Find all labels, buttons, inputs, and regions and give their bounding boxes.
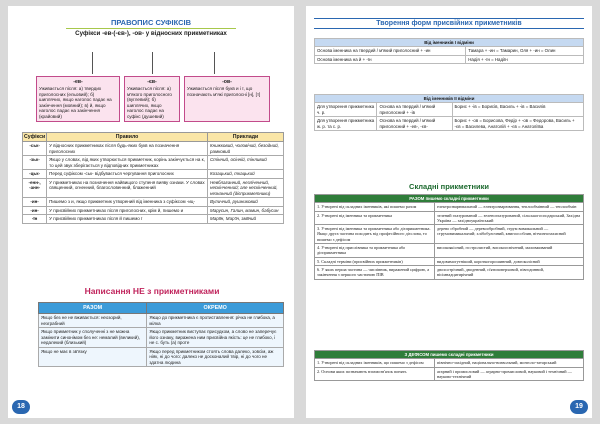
arrow-line (214, 52, 215, 74)
suffix-box-yev (124, 76, 180, 122)
right-page (306, 6, 592, 418)
table-row (23, 215, 284, 224)
table-row (39, 328, 284, 348)
gender-cell: Для утворення прикметника ч. р. (315, 103, 377, 117)
suffix-cell: -енн-, -анн- (23, 178, 47, 198)
together-cell: Якщо не має в зв'язку (39, 347, 147, 367)
rule-cell: 2. Основи яких позначають взаємозв'язок понять (315, 367, 435, 381)
rule-cell: 6. У яких перша частина — числівник, виражений цифрою, а закінчення з першого частиною ПІВ (315, 265, 435, 279)
rule-cell: Основа на твердий / м'який приголосний + -ів (377, 103, 452, 117)
table-row (315, 203, 584, 211)
table-row (315, 225, 584, 244)
example-cell: високоякісний, гостролистий, високоосвічений, маловживаний (435, 244, 584, 258)
box-text: Уживається після букв и і ї, що позначають м'які приголосні [н], [т] (187, 86, 261, 97)
example-cell: видовимогутніший, короткогорошинний, довгоколісний (435, 257, 584, 265)
example-cell: Надія + -їн = Надіїн (466, 55, 584, 63)
rule-cell: Пишемо з и, якщо прикметник утворений від іменника з суфіксом -иц- (47, 198, 208, 207)
suffix-rules-table (22, 132, 284, 224)
gender-cell: Для утворення прикметника ж. р. та с. р. (315, 117, 377, 131)
table-row (23, 170, 284, 179)
table-row (315, 47, 584, 55)
table-row (39, 314, 284, 328)
col-header-separate: ОКРЕМО (147, 303, 284, 314)
rule-cell: У відносних прикметниках після будь-яких букв на позначення приголосних (47, 142, 208, 156)
example-cell: електрозварювальний — електрозварювання, теплообмінний — теплообмін (435, 203, 584, 211)
table-row (23, 198, 284, 207)
box-text: Уживається після: а) твердих приголосних (ельовий); б) шиплячих, якщо наголос падає на закінчення (мовний); в) й, якщо наголос падає на закінчення (крайовий) (39, 86, 112, 119)
possessive-table-1 (314, 38, 584, 64)
possessive-table-2 (314, 94, 584, 131)
example-cell: агарний і промисловий — аграрно-промисловий, науковий і технічний — науково-технічний (435, 367, 584, 381)
rule-cell: 3. Утворені від іменника та прикметника або дієприкметника. Якщо друга частина походить від професійного дієслова, то пишемо з дефісом (315, 225, 435, 244)
rule-cell: 5. Складні терміни (присвійних прикметників) (315, 257, 435, 265)
rule-cell: Якщо у словах, від яких утворюється прикметник, корінь закінчується на к, то цей звук зберігається у відповідних прикметниках (47, 156, 208, 170)
separate-cell: Якщо прикметник виступає присудком, а слово не заперечує його ознаку, виражена ним присвійна якість: це не глибоко, і не с. буть (а) проте (147, 328, 284, 348)
example-cell: Невблаганний, незліченний, нескінченний; але нескінченний, незнанний (дієприкметники) (208, 178, 284, 198)
page-number: 18 (12, 400, 30, 414)
example-cell: північно-західний, національно-визвольний, монголо-татарський (435, 359, 584, 367)
table-row (315, 257, 584, 265)
ne-rules-table (38, 302, 284, 367)
rule-cell: 4. Утворені від прислівника та прикметника або дієприкметника (315, 244, 435, 258)
suffix-cell: -цьк- (23, 170, 47, 179)
col-header: Суфікси (24, 134, 46, 140)
section-band: З ДЕФІСОМ пишемо складні прикметники (315, 351, 584, 359)
example-cell: Борис + -ів = Борисів, Василь + -ів = Василів (452, 103, 583, 117)
together-cell: Якщо прикметник у сполученні з не можна замінити синонімом без не: немалий (великий), недалекий (близький) (39, 328, 147, 348)
rule-cell: У присвійних прикметниках після й пишемо ї (47, 215, 208, 224)
col-header: Правило (47, 133, 208, 142)
table-row (315, 265, 584, 279)
section-band: Від іменників І відміни (315, 39, 584, 47)
box-head: -ов- (222, 79, 232, 85)
suffix-cell: -ин- (23, 198, 47, 207)
page-number: 19 (570, 400, 588, 414)
rule-cell: Основа іменника на й + -їн (315, 55, 466, 63)
arrow-line (152, 52, 153, 74)
suffix-cell: -ин- (23, 206, 47, 215)
rule-cell: Основа на твердий / м'який приголосний + -ев-, -єв- (377, 117, 452, 131)
box-head: -ев- (73, 79, 83, 85)
rule-cell: 2. Утворені від іменника та прикметника (315, 211, 435, 225)
box-text: Уживається після: а) м'якого приголосного (вуглевий); б) шиплячих, якщо наголос падає на суфікс (душевий) (127, 86, 172, 119)
right-page-title: Творення форм присвійних прикметників (314, 18, 584, 29)
box-head: -єв- (147, 79, 157, 85)
example-cell: Марїїн, Мар'їн, змїїний (208, 215, 284, 224)
table-row (23, 178, 284, 198)
separate-cell: Якщо перед прикметником стоять слова далеко, зовсім, аж ніяк, ні до чого: далеко не досконалий твір, ні до чого не здатна людина (147, 347, 284, 367)
table-row (315, 103, 584, 117)
rule-cell: Перед суфіксом -ськ- відбувається чергування приголосних (47, 170, 208, 179)
table-row (23, 142, 284, 156)
example-cell: Стінний, осінній, тінливий (208, 156, 284, 170)
table-row (315, 359, 584, 367)
rule-cell: Основа іменника на твердий / м'який приголосний + -ин (315, 47, 466, 55)
ne-section-title: Написання НЕ з прикметниками (84, 286, 220, 296)
table-row (315, 367, 584, 381)
example-cell: Марусин, Галин, мамин, бабусин (208, 206, 284, 215)
example-cell: двохсотрічний, дводенний, п'ятиповерховий, півгодинний, вісімнадцятирічний (435, 265, 584, 279)
suffix-box-ov (184, 76, 270, 122)
example-cell: зелений глазурований — зеленоглазурований, сільськогосподарський, Західна Україна — західноукраїнський (435, 211, 584, 225)
example-cell: Вуличний, рушниковий (208, 198, 284, 207)
compound-section-title: Складні прикметники (409, 182, 489, 191)
example-cell: Борис + -ов = Борисова, Федір + -ов = Федорова, Василь + -єв = Василева, Анатолій + -єв = Анатоліїва (452, 117, 583, 131)
suffix-subtitle: Суфікси -ев-(-єв-), -ов- у відносних прикметниках (75, 30, 227, 37)
together-cell: Якщо без не не вживається: неозорий, незграбний (39, 314, 147, 328)
separate-cell: Якщо до прикметника є протиставлення: річка не глибока, а мілка (147, 314, 284, 328)
table-row (315, 117, 584, 131)
table-row (23, 206, 284, 215)
section-band: Від іменників ІІ відміни (315, 95, 584, 103)
table-row (39, 347, 284, 367)
rule-cell: У присвійних прикметниках після приголосних, крім й, пишемо и (47, 206, 208, 215)
compound-hyphen-table (314, 350, 584, 381)
compound-together-table (314, 194, 584, 280)
table-row (315, 211, 584, 225)
left-page (8, 6, 294, 418)
col-header: Приклади (208, 133, 284, 142)
table-row (23, 156, 284, 170)
col-header-together: РАЗОМ (39, 303, 147, 314)
left-page-title: ПРАВОПИС СУФІКСІВ (66, 18, 236, 29)
example-cell: Книжковий, чоловічий, безодний, рамковий (208, 142, 284, 156)
example-cell: дерево обробний — деревообробний, струм вимикальний — струмовимикальний; хлібобулочний, книгоособлив, вітчизнозахисний (435, 225, 584, 244)
rule-cell: У прикметниках на позначення найвищого ступеня вияву ознаки. У словах священний, огненний, благословенний, блаженний (47, 178, 208, 198)
table-row (315, 244, 584, 258)
rule-cell: 1. Утворені від складних іменників, що пишемо з дефісом (315, 359, 435, 367)
section-band: РАЗОМ пишемо складні прикметники (315, 195, 584, 203)
rule-cell: 1. Утворені від складних іменників, які пишемо разом (315, 203, 435, 211)
suffix-cell: -зьк- (23, 156, 47, 170)
example-cell: Козацький, ткацький (208, 170, 284, 179)
suffix-box-ev (36, 76, 120, 122)
suffix-cell: -ськ- (23, 142, 47, 156)
arrow-line (92, 52, 93, 74)
example-cell: Тамара + -ин = Тамарин, Оля + -ин = Олин (466, 47, 584, 55)
table-row (315, 55, 584, 63)
suffix-cell: -їн (23, 215, 47, 224)
